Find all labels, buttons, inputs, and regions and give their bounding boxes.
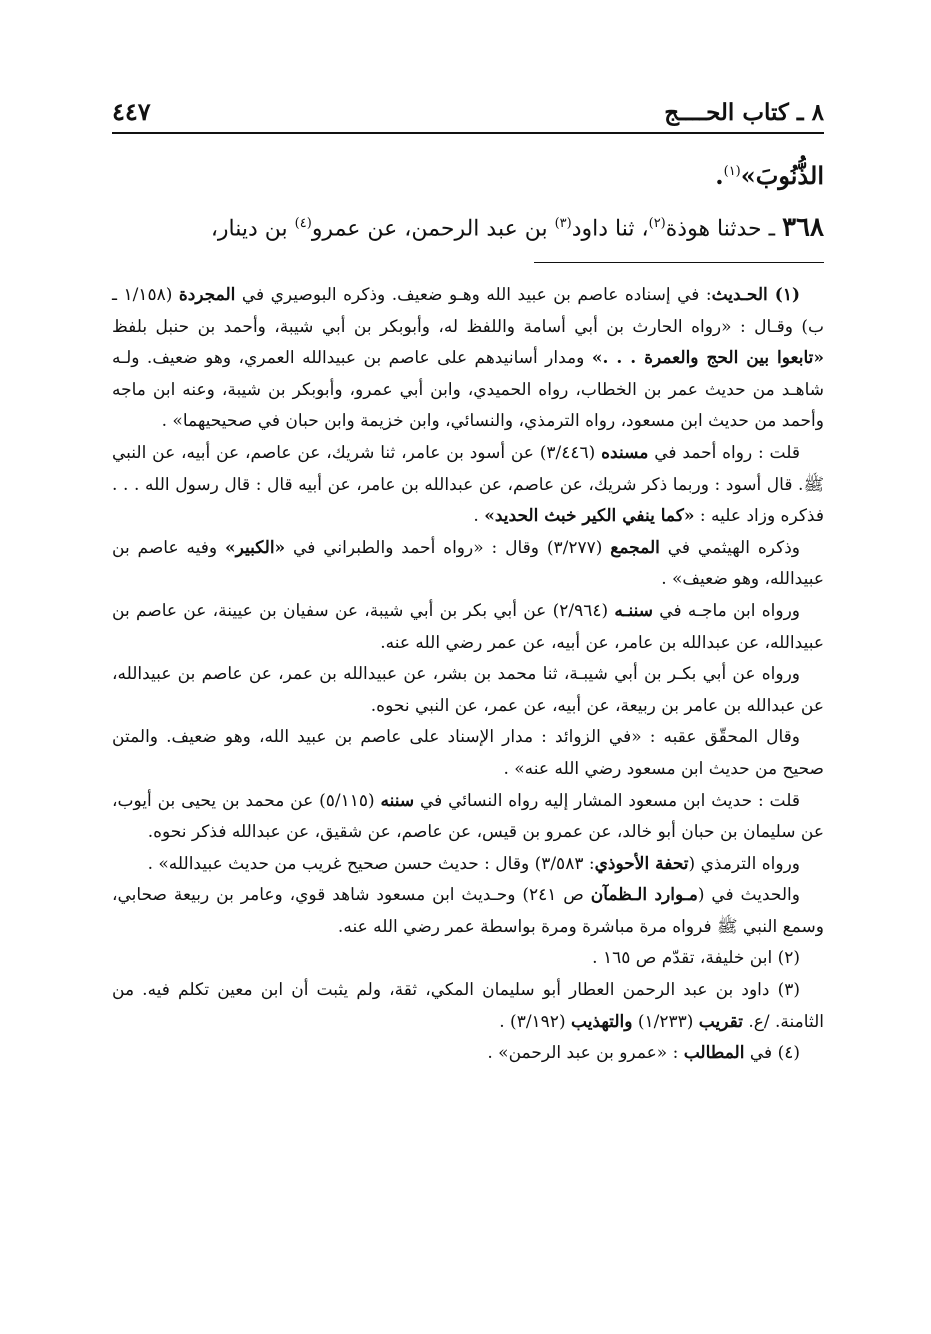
hadith-text-a: ـ حدثنا هوذة xyxy=(665,216,776,242)
hadith-text-c: بن عبد الرحمن، عن عمرو xyxy=(311,216,555,242)
main-line-1 xyxy=(112,150,824,198)
fn1p2-text-b: (٣/٤٤٦) عن أسود بن عامر، ثنا شريك، عن عاصم، عن أبيه، عن النبي ﷺ. قال أسود : وربما ذكر شريك، عن عاصم، عن عبدالله بن عامر، عن أبيه قال : قال رسول الله . . . فذكره وزاد عليه : xyxy=(112,442,824,527)
page-header xyxy=(112,86,824,126)
fn1p3-text-b: (٣/٢٧٧) وقال : «رواه أحمد والطبراني في xyxy=(285,537,611,558)
footnote-1-para-2 xyxy=(112,438,824,533)
line1-text: الذُّنُوبَ» xyxy=(740,161,824,190)
footnote-3 xyxy=(112,975,824,1038)
fn1p8-bold-1: تحفة الأحوذي xyxy=(594,853,689,874)
fn1-text-b: (١/١٥٨ ـ ب) وقـال : «رواه الحارث بن أبي أسامة واللفظ له، وأبوبكر بن أبي شيبة، وأحمد بن حنبل بلفظ xyxy=(112,285,824,337)
fn4-text-a: (٤) في xyxy=(744,1043,800,1064)
fn4-bold-1: المطالب xyxy=(683,1043,745,1064)
fn1p9-text-a: والحديث في ( xyxy=(697,885,800,906)
footnote-1-para-4 xyxy=(112,596,824,659)
hadith-text-d: بن دينار، xyxy=(210,216,295,242)
footnote-1-para-6: وقال المحقّق عقبه : «في الزوائد : مدار الإسناد على عاصم بن عبيد الله، وهو ضعيف. والمتن صحيح من حديث ابن مسعود رضي الله عنه» . xyxy=(112,727,824,779)
fn4-text-b: : «عمرو بن عبد الرحمن» . xyxy=(487,1043,684,1064)
fn1p7-bold-1: سننه xyxy=(380,790,415,811)
footnote-1-para-8 xyxy=(112,849,824,881)
fn1-text-c: ومدار أسانيدهم على عاصم بن عبيدالله العمري، وهو ضعيف. ولـه شاهـد من حديث عمر بن الخطاب، رواه الحميدي، وابن أبي عمرو، وأبوبكر بن شيبة، وعنه ابن ماجه وأحمد من حديث ابن مسعود، رواه الترمذي، والنسائي، وابن خزيمة وابن حبان في صحيحيهما» . xyxy=(112,348,824,432)
fn1p2-bold-2: «كما ينفي الكير خبث الحديد» xyxy=(484,506,695,527)
fn1-text-a: : في إسناده عاصم بن عبيد الله وهـو ضعيف. وذكره البوصيري في xyxy=(235,285,712,305)
chapter-title: ٨ ـ كتاب الحــــج xyxy=(664,99,824,126)
footnote-1-para-3 xyxy=(112,533,824,596)
footnote-4 xyxy=(112,1038,824,1070)
header-rule xyxy=(112,132,824,134)
fn3-bold-1: تقريب xyxy=(698,1011,743,1032)
hadith-number: ٣٦٨ xyxy=(782,212,824,243)
fn3-bold-2: والتهذيب xyxy=(571,1011,633,1032)
note-ref-1: (١) xyxy=(723,164,741,179)
footnote-2: (٢) ابن خليفة، تقدّم ص ١٦٥ . xyxy=(592,948,800,969)
fn3-text-b: (١/٢٣٣) xyxy=(632,1011,699,1032)
fn1p7-text-b: (٥/١١٥) عن محمد بن يحيى بن أيوب، عن سليمان بن حبان أبو خالد، عن عمرو بن قيس، عن عاصم، عن شقيق، عن عبدالله فذكر نحوه. xyxy=(112,790,824,843)
footnote-1-para-7 xyxy=(112,786,824,849)
page-number: ٤٤٧ xyxy=(112,97,151,126)
note-ref-4: (٤) xyxy=(294,216,312,231)
fn1p3-bold-1: المجمع xyxy=(610,537,660,558)
fn1p3-text-a: وذكره الهيثمي في xyxy=(659,537,800,558)
fn1-bold-2: «تابعوا بين الحج والعمرة . . .» xyxy=(591,348,825,369)
fn1-bold-1: المجردة xyxy=(178,285,236,305)
hadith-text-b: ، ثنا داود xyxy=(571,216,649,242)
hadith-line xyxy=(112,202,824,251)
footnotes xyxy=(112,280,824,1070)
fn1p3-bold-2: «الكبير» xyxy=(224,537,286,558)
main-text xyxy=(112,150,824,251)
footnote-1-para-5: ورواه عن أبي بكـر بن أبي شيبـة، ثنا محمد بن بشر، عن عبيدالله بن عمر، عن عاصم بن عبيدالله، عن عبدالله بن عامر بن ربيعة، عن أبيه، عن عمر، عن النبي نحوه. xyxy=(112,664,824,716)
fn1p4-text-a: ورواه ابن ماجـه في xyxy=(653,600,800,621)
note-ref-3: (٣) xyxy=(554,216,572,231)
fn1p8-text-b: : ٣/٥٨٣) وقال : حديث حسن صحيح غريب من حديث عبيدالله» . xyxy=(147,853,595,874)
fn1p4-text-b: (٢/٩٦٤) عن أبي بكر بن أبي شيبة، عن سفيان بن عيينة، عن عاصم بن عبيدالله، عن عبدالله بن عامر، عن أبيه، عن عمر رضي الله عنه. xyxy=(112,600,824,653)
fn1p2-text-c: . xyxy=(473,506,485,527)
footnote-1-para-9 xyxy=(112,880,824,943)
note-ref-2: (٢) xyxy=(648,216,666,231)
line1-end: . xyxy=(715,161,724,190)
footnote-separator xyxy=(534,262,824,263)
fn3-text-a: (٣) داود بن عبد الرحمن العطار أبو سليمان المكي، ثقة، ولم يثبت أن ابن معين تكلم فيه. من الثامنة. /ع. xyxy=(112,980,824,1032)
fn1p3-text-c: وفيه عاصم بن عبيدالله، وهو ضعيف» . xyxy=(112,537,824,590)
fn1p4-bold-1: سننـه xyxy=(614,600,654,621)
fn1p9-bold-1: مـوارد الـظمآن xyxy=(590,885,698,906)
footnote-1-lead: (١) الحـديث xyxy=(711,285,800,305)
footnote-1-para-1 xyxy=(112,280,824,438)
fn1p7-text-a: قلت : حديث ابن مسعود المشار إليه رواه النسائي في xyxy=(414,790,800,811)
fn1p2-text-a: قلت : رواه أحمد في xyxy=(648,442,800,463)
fn1p2-bold-1: مسنده xyxy=(601,442,649,463)
fn1p8-text-a: ورواه الترمذي ( xyxy=(688,853,800,874)
fn1p9-text-b: ص ٢٤١) وحـديث ابن مسعود شاهد قوي، وعامر بن ربيعة صحابي، وسمع النبي ﷺ فرواه مرة مباشرة ومرة بواسطة عمر رضي الله عنه. xyxy=(112,885,824,937)
fn3-text-c: (٣/١٩٢) . xyxy=(499,1011,571,1032)
